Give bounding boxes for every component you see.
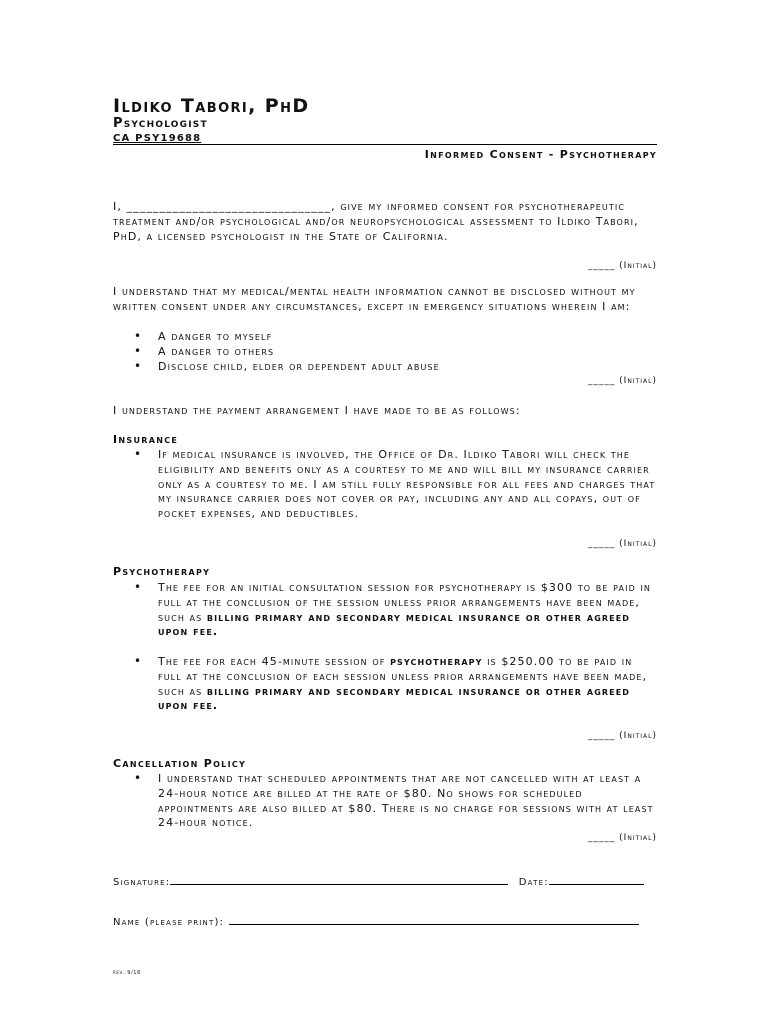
print-name-label: Name (please print): <box>113 917 225 928</box>
license-number: CA PSY19688 <box>113 133 202 144</box>
signature-label: Signature: <box>113 877 171 888</box>
bullet-icon: • <box>134 580 142 594</box>
initial-field-cancellation[interactable]: _____ (Initial) <box>587 833 657 843</box>
cancellation-text: I understand that scheduled appointments that are not cancelled with at least a 24-hour notice are billed at the rate of $80. No shows for scheduled appointments are also billed at $80. There is no charge for sessions with at least 24-hour notice. <box>158 772 654 830</box>
bullet-icon: • <box>134 359 142 373</box>
provider-role: Psychologist <box>113 116 208 131</box>
date-label: Date: <box>518 877 549 888</box>
insurance-heading: Insurance <box>113 433 179 446</box>
bullet-icon: • <box>134 329 142 343</box>
bullet-icon: • <box>134 344 142 358</box>
signature-field[interactable] <box>170 875 508 885</box>
psychotherapy-heading: Psychotherapy <box>113 565 211 578</box>
insurance-text: If medical insurance is involved, the Office of Dr. Ildiko Tabori will check the eligibility and benefits only as a courtesy to me and will bill my insurance carrier only as a courtesy to me. I am still fully responsible for all fees and charges that my insurance carrier does not cover or pay, including any and all copays, out of pocket expenses, and deductibles. <box>158 448 656 521</box>
date-field[interactable] <box>549 875 644 885</box>
cancellation-heading: Cancellation Policy <box>113 757 247 770</box>
print-name-field[interactable] <box>229 915 639 925</box>
provider-name: Ildiko Tabori, PhD <box>113 95 310 117</box>
print-name-row <box>113 915 639 928</box>
signature-row <box>113 875 644 888</box>
initial-consultation-fee: The fee for an initial consultation session for psychotherapy is $300 to be paid in full at the conclusion of the session unless prior arrangements have been made, such as billing primary and secondary medical insurance or other agreed upon fee. <box>158 581 651 639</box>
initial-field-insurance[interactable]: _____ (Initial) <box>587 539 657 549</box>
confidentiality-item: Disclose child, elder or dependent adult abuse <box>158 360 440 373</box>
revision-note: rev. 9/16 <box>113 970 141 976</box>
confidentiality-item: A danger to myself <box>158 330 273 343</box>
initial-field-consent[interactable]: _____ (Initial) <box>587 261 657 271</box>
initial-field-confidentiality[interactable]: _____ (Initial) <box>587 376 657 386</box>
confidentiality-paragraph: I understand that my medical/mental health information cannot be disclosed without my written consent under any circumstances, except in emergency situations wherein I am: <box>113 285 636 313</box>
bullet-icon: • <box>134 771 142 785</box>
payment-intro: I understand the payment arrangement I have made to be as follows: <box>113 404 521 417</box>
header-divider <box>113 144 657 145</box>
session-fee: The fee for each 45-minute session of psychotherapy is $250.00 to be paid in full at the conclusion of each session unless prior arrangements have been made, such as billing primary and secondary medical insurance or other agreed upon fee. <box>158 655 648 713</box>
bullet-icon: • <box>134 447 142 461</box>
consent-paragraph: I, _______________________________, give my informed consent for psychotherapeutic treatment and/or psychological and/or neuropsychological assessment to Ildiko Tabori, PhD, a licensed psychologist in the State of California. <box>113 200 639 243</box>
bullet-icon: • <box>134 654 142 668</box>
confidentiality-item: A danger to others <box>158 345 275 358</box>
document-title: Informed Consent - Psychotherapy <box>424 148 657 161</box>
initial-field-psychotherapy[interactable]: _____ (Initial) <box>587 731 657 741</box>
